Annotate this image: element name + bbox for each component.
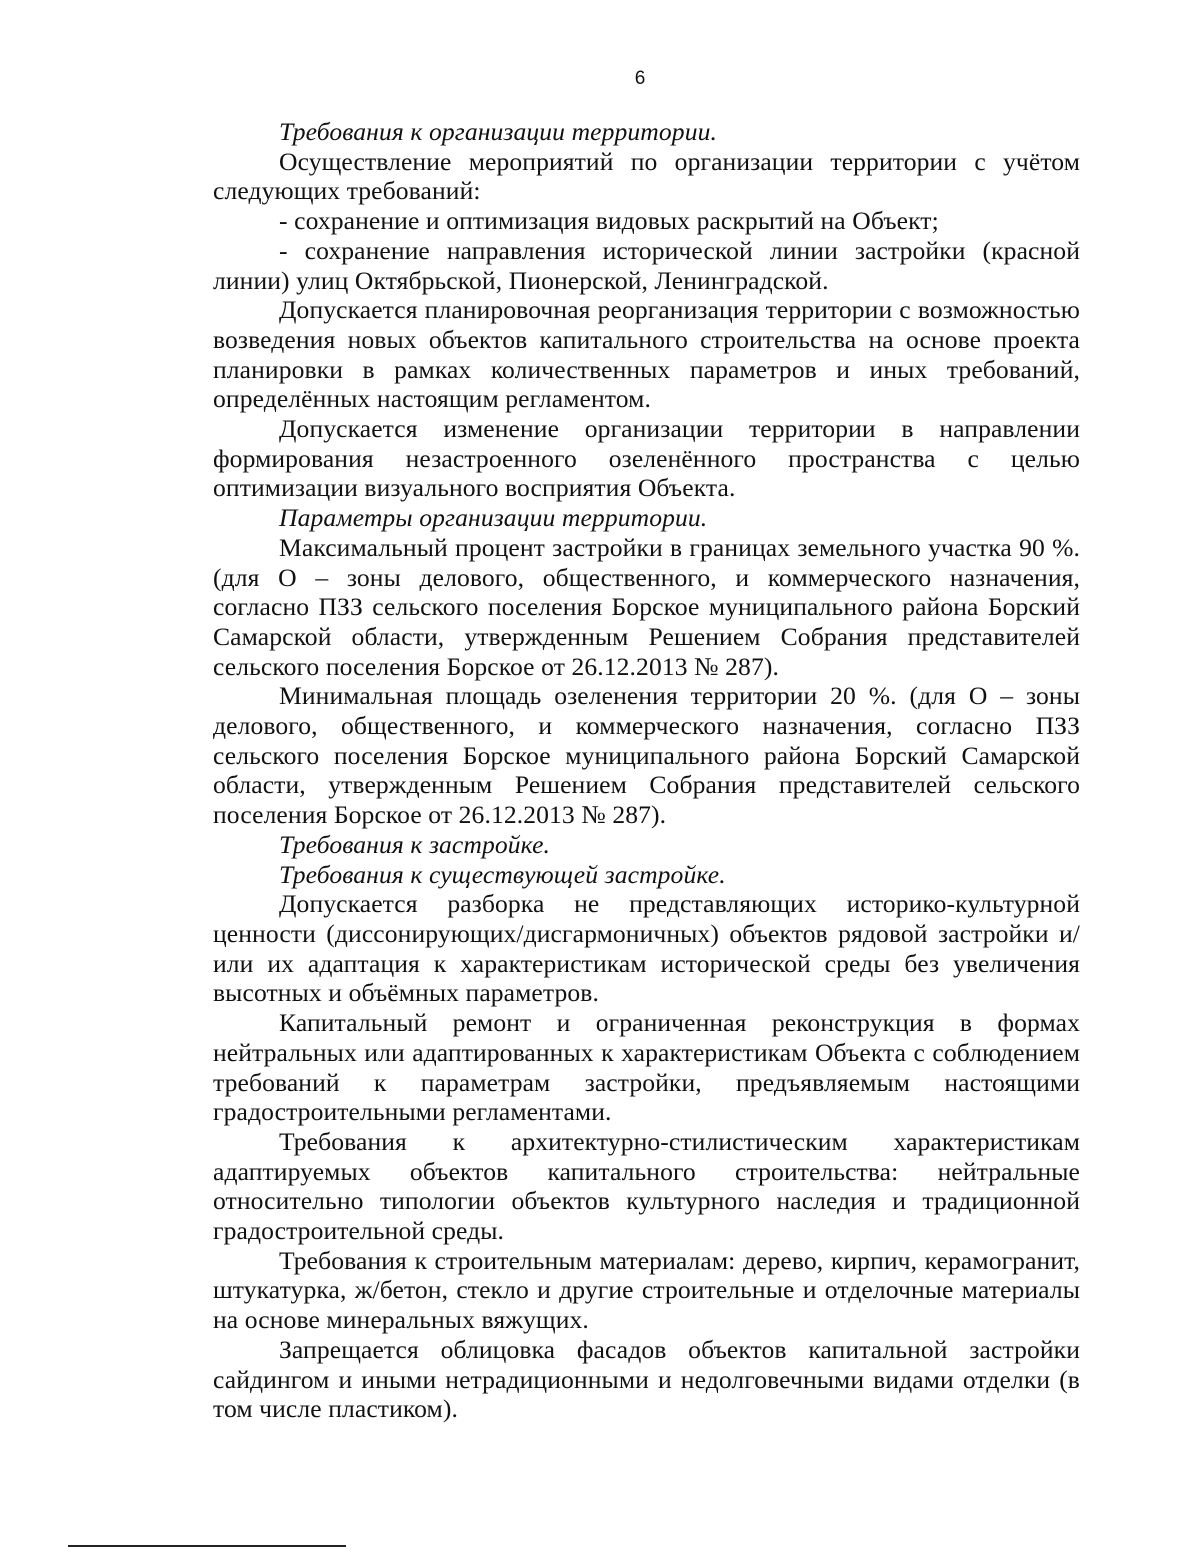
paragraph: Капитальный ремонт и ограниченная реконструкция в формах нейтральных или адаптированных к характеристикам Объекта с соблюдением требований к параметрам застройки, предъявляемым настоящими градостроительными регламентами. [213,1008,1080,1127]
section-heading: Параметры организации территории. [279,503,708,533]
paragraph: Запрещается облицовка фасадов объектов капитальной застройки сайдингом и иными нетрадиционными и недолговечными видами отделки (в том числе пластиком). [213,1334,1080,1424]
paragraph: Требования к строительным материалам: дерево, кирпич, керамогранит, штукатурка, ж/бетон, стекло и другие строительные и отделочные материалы на основе минеральных вяжущих. [213,1245,1080,1335]
paragraph: Минимальная площадь озеленения территории 20 %. (для О – зоны делового, общественного, и коммерческого назначения, согласно ПЗЗ сельского поселения Борское муниципального района Борский Самарской области, утвержденным Решением Собрания представителей сельского поселения Борское от 26.12.2013 № 287). [213,681,1080,830]
paragraph: Допускается изменение организации территории в направлении формирования незастроенного озеленённого пространства с целью оптимизации визуального восприятия Объекта. [213,414,1080,503]
page-number: 6 [634,68,646,89]
list-item: - сохранение и оптимизация видовых раскрытий на Объект; [279,206,939,236]
paragraph: Требования к архитектурно-стилистическим характеристикам адаптируемых объектов капитального строительства: нейтральные относительно типологии объектов культурного наследия и традиционной градостроительной среды. [213,1126,1080,1246]
footer-divider [68,1545,346,1547]
section-heading: Требования к существующей застройке. [279,859,726,889]
section-heading: Требования к застройке. [279,829,551,859]
list-item: - сохранение направления исторической линии застройки (красной линии) улиц Октябрьской, Пионерской, Ленинградской. [213,235,1080,295]
paragraph: Допускается планировочная реорганизация территории с возможностью возведения новых объектов капитального строительства на основе проекта планировки в рамках количественных параметров и иных требований, определённых настоящим регламентом. [213,295,1080,414]
document-body [213,117,1080,1424]
paragraph: Допускается разборка не представляющих историко-культурной ценности (диссонирующих/дисгармоничных) объектов рядовой застройки и/или их адаптация к характеристикам исторической среды без увеличения высотных и объёмных параметров. [213,889,1080,1008]
section-heading: Требования к организации территории. [279,117,717,146]
paragraph: Осуществление мероприятий по организации территории с учётом следующих требований: [213,146,1080,206]
paragraph: Максимальный процент застройки в границах земельного участка 90 %. (для О – зоны делового, общественного, и коммерческого назначения, согласно ПЗЗ сельского поселения Борское муниципального района Борский Самарской области, утвержденным Решением Собрания представителей сельского поселения Борское от 26.12.2013 № 287). [213,532,1080,681]
